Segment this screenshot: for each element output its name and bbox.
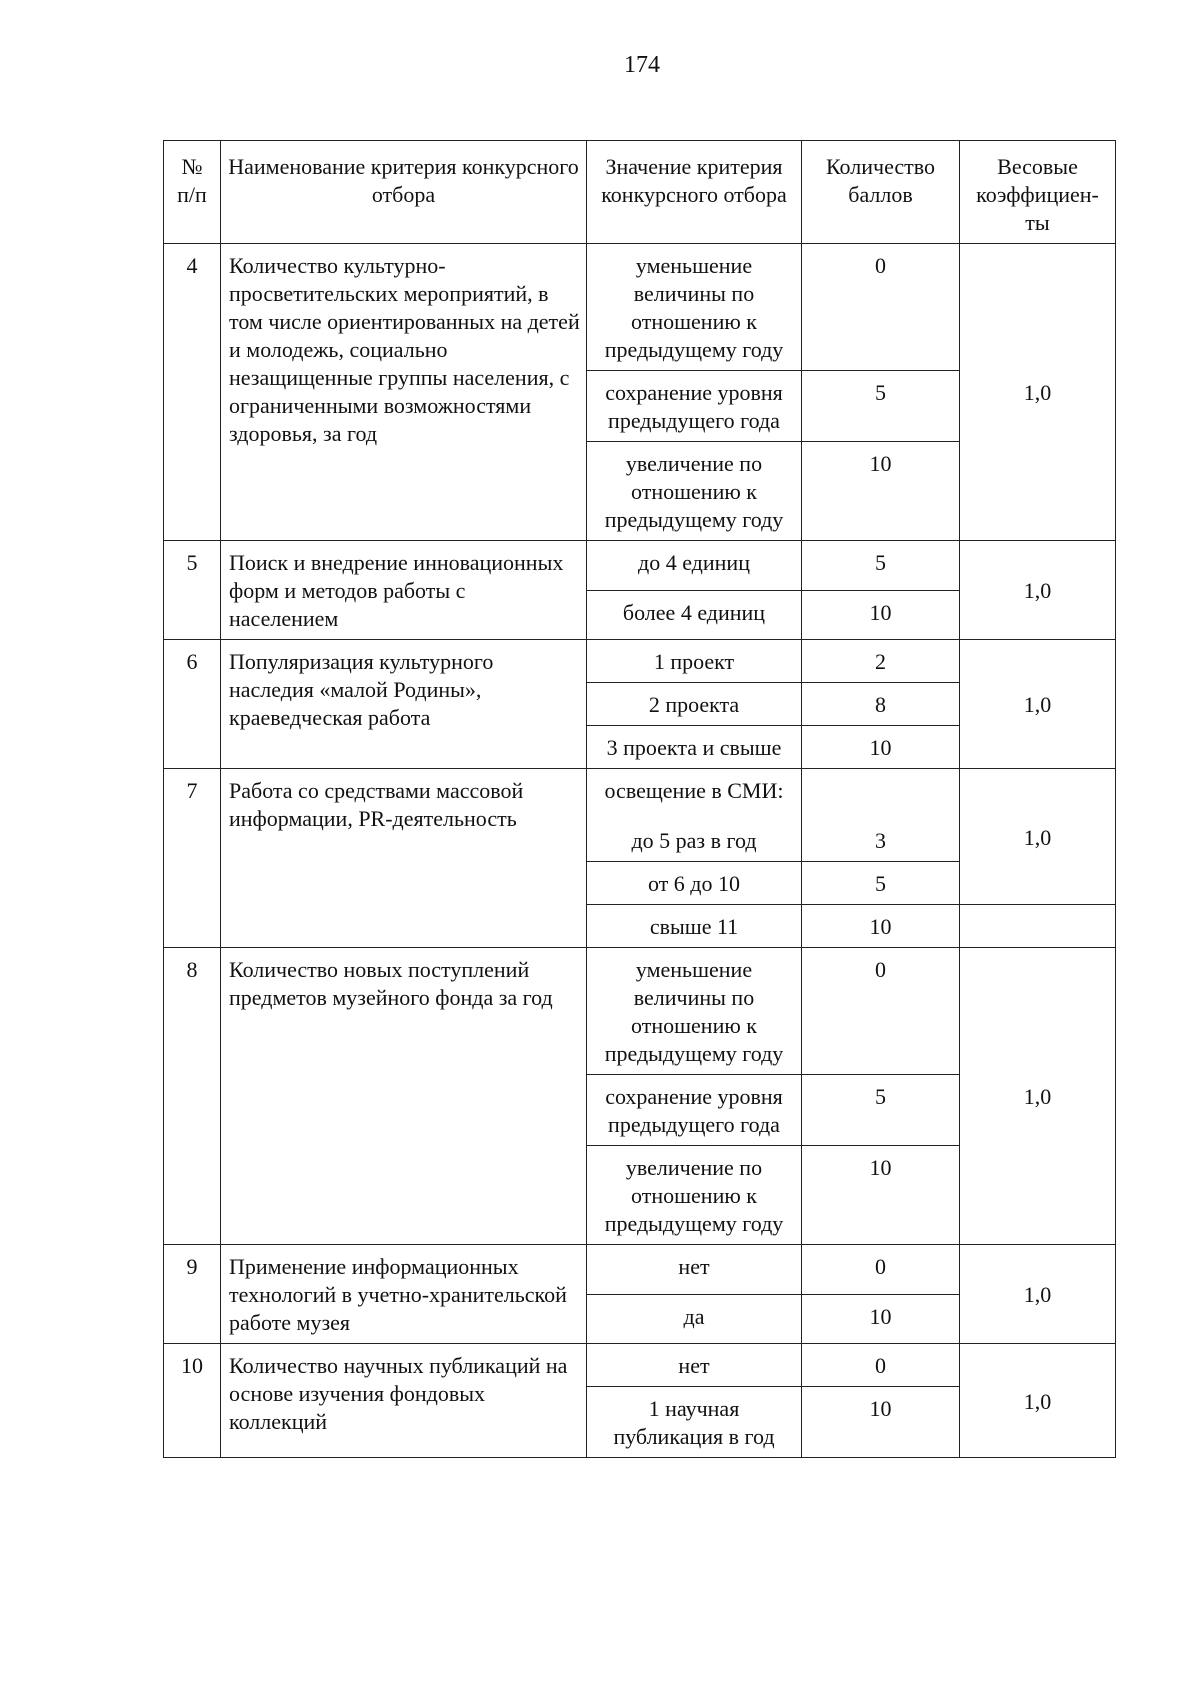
header-criterion: Наименование критерия конкурсного отбора — [221, 141, 587, 244]
criterion-points: 2 — [802, 640, 960, 683]
table-row — [164, 948, 1116, 1075]
criterion-value: 2 проекта — [587, 683, 802, 726]
criterion-name: Работа со средствами массовой информации, PR-деятельность — [221, 769, 587, 948]
criterion-points: 0 — [802, 948, 960, 1075]
weight-coefficient: 1,0 — [960, 640, 1116, 769]
weight-coefficient: 1,0 — [960, 244, 1116, 541]
criterion-value: более 4 единиц — [587, 590, 802, 640]
header-points: Количество баллов — [802, 141, 960, 244]
criterion-points: 8 — [802, 683, 960, 726]
criterion-points-group — [802, 769, 960, 862]
criterion-value: уменьшение величины по отношению к предыдущему году — [587, 244, 802, 371]
criterion-points: 0 — [802, 244, 960, 371]
header-value: Значение критерия конкурсного отбора — [587, 141, 802, 244]
weight-coefficient: 1,0 — [960, 948, 1116, 1245]
row-number: 8 — [164, 948, 221, 1245]
criterion-points: 5 — [802, 541, 960, 591]
criterion-value: нет — [587, 1245, 802, 1295]
criterion-value: свыше 11 — [587, 905, 802, 948]
table-row — [164, 541, 1116, 591]
criteria-table — [163, 140, 1116, 1458]
criterion-value: увеличение по отношению к предыдущему году — [587, 442, 802, 541]
weight-coefficient: 1,0 — [960, 1344, 1116, 1458]
row-number: 5 — [164, 541, 221, 640]
criterion-name: Количество культурно-просветительских мероприятий, в том числе ориентированных на детей и молодежь, социально незащищенные группы населения, с ограниченными возможностями здоровья, за год — [221, 244, 587, 541]
table-row — [164, 1245, 1116, 1295]
criterion-subheading: освещение в СМИ: — [604, 778, 784, 803]
criterion-points: 0 — [802, 1245, 960, 1295]
criteria-table-wrapper — [163, 140, 1115, 1458]
criterion-value: нет — [587, 1344, 802, 1387]
criterion-value: да — [587, 1294, 802, 1344]
criterion-name: Количество новых поступлений предметов музейного фонда за год — [221, 948, 587, 1245]
header-weight: Весовые коэффициен-ты — [960, 141, 1116, 244]
weight-coefficient: 1,0 — [960, 1245, 1116, 1344]
criterion-value: увеличение по отношению к предыдущему году — [587, 1146, 802, 1245]
empty-cell — [960, 905, 1116, 948]
criterion-points: 10 — [802, 1146, 960, 1245]
criterion-value: 3 проекта и свыше — [587, 726, 802, 769]
criterion-value-group — [587, 769, 802, 862]
row-number: 6 — [164, 640, 221, 769]
criterion-name: Количество научных публикаций на основе изучения фондовых коллекций — [221, 1344, 587, 1458]
criterion-value: уменьшение величины по отношению к предыдущему году — [587, 948, 802, 1075]
criterion-points: 5 — [802, 371, 960, 442]
criterion-value: 1 научная публикация в год — [587, 1387, 802, 1458]
weight-coefficient: 1,0 — [960, 769, 1116, 905]
criterion-points: 10 — [802, 1294, 960, 1344]
criterion-points: 10 — [802, 1387, 960, 1458]
criterion-name: Применение информационных технологий в учетно-хранительской работе музея — [221, 1245, 587, 1344]
criterion-points: 5 — [802, 1075, 960, 1146]
criterion-points: 10 — [802, 442, 960, 541]
criterion-points: 10 — [802, 590, 960, 640]
row-number: 9 — [164, 1245, 221, 1344]
table-row — [164, 640, 1116, 683]
criterion-points: 3 — [875, 828, 886, 853]
criterion-value: до 4 единиц — [587, 541, 802, 591]
row-number: 10 — [164, 1344, 221, 1458]
table-row — [164, 1344, 1116, 1387]
criterion-name: Поиск и внедрение инновационных форм и методов работы с населением — [221, 541, 587, 640]
page-number: 174 — [624, 52, 660, 78]
criterion-value: сохранение уровня предыдущего года — [587, 1075, 802, 1146]
criterion-points: 10 — [802, 905, 960, 948]
criterion-points: 10 — [802, 726, 960, 769]
criterion-points: 0 — [802, 1344, 960, 1387]
weight-coefficient: 1,0 — [960, 541, 1116, 640]
table-header-row — [164, 141, 1116, 244]
criterion-value: сохранение уровня предыдущего года — [587, 371, 802, 442]
criterion-value: от 6 до 10 — [587, 862, 802, 905]
row-number: 7 — [164, 769, 221, 948]
table-row — [164, 769, 1116, 862]
row-number: 4 — [164, 244, 221, 541]
criterion-name: Популяризация культурного наследия «малой Родины», краеведческая работа — [221, 640, 587, 769]
table-row — [164, 244, 1116, 371]
criterion-value: до 5 раз в год — [631, 828, 757, 853]
header-num: № п/п — [164, 141, 221, 244]
criterion-points: 5 — [802, 862, 960, 905]
criterion-value: 1 проект — [587, 640, 802, 683]
